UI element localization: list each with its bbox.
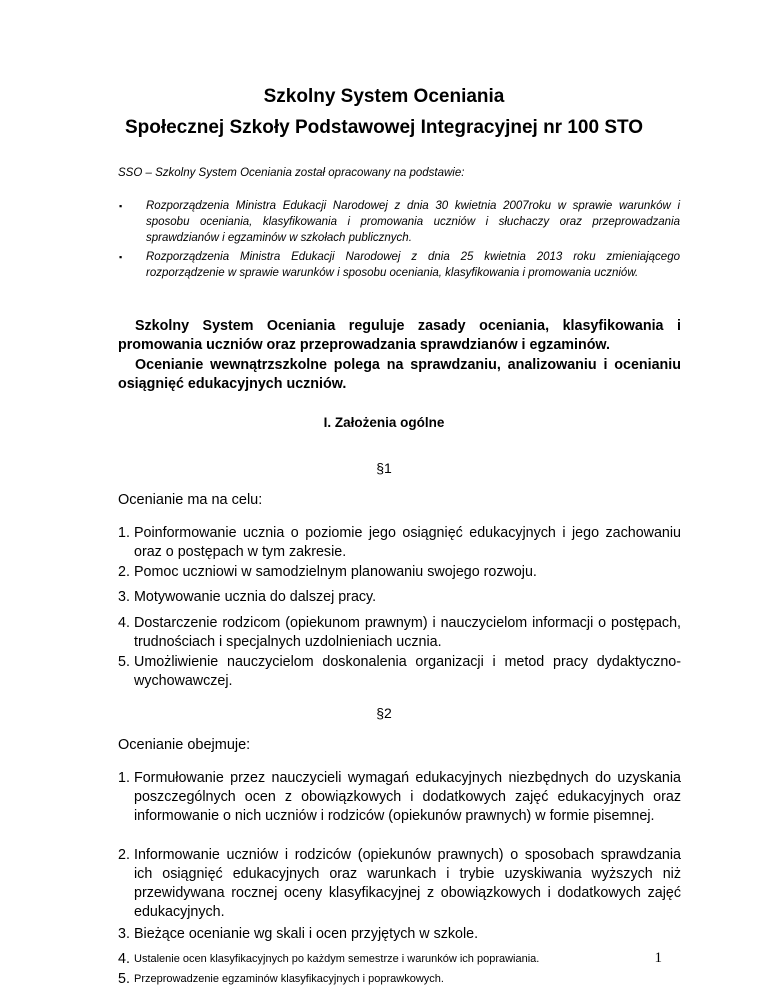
- paragraph-symbol: §1: [376, 460, 392, 476]
- item-number: 2.: [118, 847, 130, 863]
- item-text: Ustalenie ocen klasyfikacyjnych po każdym semestrze i warunków ich poprawiania.: [134, 953, 540, 965]
- list-item: [118, 925, 681, 944]
- legal-basis-item: Rozporządzenia Ministra Edukacji Narodowej z dnia 25 kwietnia 2013 roku zmieniającego rozporządzenie w sprawie warunków i sposobu oceniania, klasyfikowania i promowania uczniów.: [146, 251, 680, 279]
- item-number: 3.: [118, 589, 130, 605]
- item-text: Dostarczenie rodzicom (opiekunom prawnym) i nauczycielom informacji o postępach, trudnościach i specjalnych uzdolnieniach ucznia.: [134, 615, 681, 650]
- list-item: [118, 614, 681, 652]
- paragraph-symbol: §2: [376, 705, 392, 721]
- list-item: [118, 653, 681, 691]
- item-number: 1.: [118, 525, 130, 541]
- list-item: [118, 588, 681, 607]
- document-subtitle: Społecznej Szkoły Podstawowej Integracyjnej nr 100 STO: [124, 117, 644, 138]
- item-text: Bieżące ocenianie wg skali i ocen przyjętych w szkole.: [134, 926, 479, 942]
- item-text: Poinformowanie ucznia o poziomie jego osiągnięć edukacyjnych i jego zachowaniu oraz o postępach w tym zakresie.: [134, 525, 681, 560]
- item-number: 1.: [118, 770, 130, 786]
- bullet-icon: ▪: [119, 252, 123, 262]
- list-lead: Ocenianie ma na celu:: [118, 492, 263, 508]
- list-item: [118, 524, 681, 562]
- bullet-icon: ▪: [119, 201, 123, 211]
- item-text: Motywowanie ucznia do dalszej pracy.: [134, 589, 377, 605]
- document-title: Szkolny System Oceniania: [263, 86, 505, 107]
- intro-text: SSO – Szkolny System Oceniania został opracowany na podstawie:: [118, 167, 465, 179]
- list-item: [118, 769, 681, 826]
- statement-paragraph: Ocenianie wewnątrzszkolne polega na sprawdzaniu, analizowaniu i ocenianiu osiągnięć edukacyjnych uczniów.: [118, 357, 681, 392]
- page-number: 1: [654, 950, 662, 966]
- item-number: 2.: [118, 564, 130, 580]
- item-number: 5.: [118, 971, 130, 987]
- list-item: [118, 563, 681, 582]
- list-item: [118, 970, 518, 989]
- statement-paragraph: Szkolny System Oceniania reguluje zasady oceniania, klasyfikowania i promowania uczniów oraz przeprowadzania sprawdzianów i egzaminów.: [118, 318, 681, 353]
- item-text: Informowanie uczniów i rodziców (opiekunów prawnych) o sposobach sprawdzania ich osiągnięć edukacyjnych oraz warunkach i trybie uzyskiwania wyższych niż przewidywana rocznej oceny klasyfikacyjnej z obowiązkowych i dodatkowych zajęć edukacyjnych.: [134, 847, 681, 920]
- section-heading: I. Założenia ogólne: [323, 415, 445, 430]
- list-item: [118, 950, 540, 969]
- item-number: 3.: [118, 926, 130, 942]
- item-text: Przeprowadzenie egzaminów klasyfikacyjnych i poprawkowych.: [134, 973, 444, 985]
- legal-basis-item: Rozporządzenia Ministra Edukacji Narodowej z dnia 30 kwietnia 2007roku w sprawie warunków i sposobu oceniania, klasyfikowania i promowania uczniów i słuchaczy oraz przeprowadzania sprawdzianów i egzaminów w szkołach publicznych.: [146, 200, 680, 244]
- item-number: 5.: [118, 654, 130, 670]
- item-text: Umożliwienie nauczycielom doskonalenia organizacji i metod pracy dydaktyczno-wychowawczej.: [134, 654, 681, 689]
- item-number: 4.: [118, 615, 130, 631]
- item-text: Formułowanie przez nauczycieli wymagań edukacyjnych niezbędnych do uzyskania poszczególnych ocen z obowiązkowych i dodatkowych zajęć edukacyjnych oraz informowanie o nich uczniów i rodziców (opiekunów prawnych) w formie pisemnej.: [134, 770, 681, 824]
- item-text: Pomoc uczniowi w samodzielnym planowaniu swojego rozwoju.: [134, 564, 537, 580]
- list-lead: Ocenianie obejmuje:: [118, 737, 251, 753]
- list-item: [118, 846, 681, 922]
- item-number: 4.: [118, 951, 130, 967]
